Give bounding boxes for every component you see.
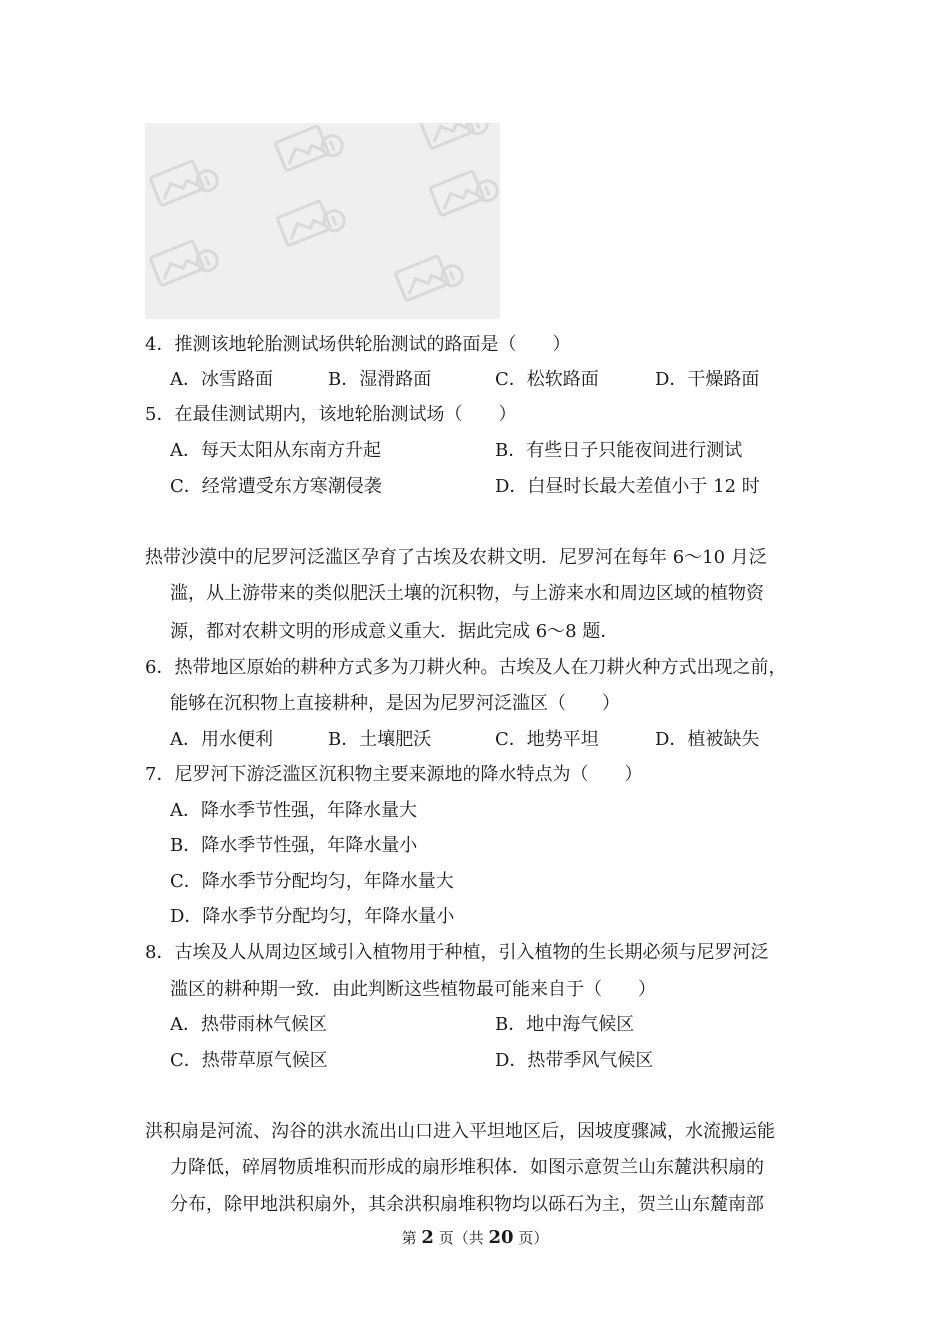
question-6-option-a: A．用水便利 bbox=[170, 729, 273, 750]
question-4-option-a: A．冰雪路面 bbox=[170, 369, 273, 390]
passage-2-line-3: 源，都对农耕文明的形成意义重大．据此完成 6～8 题． bbox=[170, 621, 619, 642]
question-8-option-c: C．热带草原气候区 bbox=[170, 1050, 328, 1071]
question-5-option-a: A．每天太阳从东南方升起 bbox=[170, 440, 381, 461]
question-5-option-b: B．有些日子只能夜间进行测试 bbox=[495, 440, 743, 461]
passage-2-line-1: 热带沙漠中的尼罗河泛滥区孕育了古埃及农耕文明．尼罗河在每年 6～10 月泛 bbox=[145, 547, 767, 568]
question-5-option-c: C．经常遭受东方寒潮侵袭 bbox=[170, 476, 382, 497]
passage-2-line-2: 滥，从上游带来的类似肥沃土壤的沉积物，与上游来水和周边区域的植物资 bbox=[170, 583, 764, 604]
question-6-stem-line-1: 6．热带地区原始的耕种方式多为刀耕火种。古埃及人在刀耕火种方式出现之前， bbox=[145, 657, 787, 678]
question-4-option-c: C．松软路面 bbox=[495, 369, 599, 390]
footer-middle: 页（共 bbox=[433, 1229, 489, 1247]
question-8-stem-line-1: 8．古埃及人从周边区域引入植物用于种植，引入植物的生长期必须与尼罗河泛 bbox=[145, 942, 769, 963]
question-4-option-d: D．干燥路面 bbox=[655, 369, 760, 390]
question-7-option-d: D．降水季节分配均匀，年降水量小 bbox=[170, 906, 455, 927]
question-6-option-c: C．地势平坦 bbox=[495, 729, 599, 750]
page-footer bbox=[0, 1228, 950, 1248]
question-7-option-b: B．降水季节性强，年降水量小 bbox=[170, 835, 418, 856]
question-8-option-a: A．热带雨林气候区 bbox=[170, 1014, 327, 1035]
footer-page-number: 2 bbox=[421, 1227, 434, 1248]
question-7-option-c: C．降水季节分配均匀，年降水量大 bbox=[170, 871, 454, 892]
footer-suffix: 页） bbox=[513, 1229, 549, 1247]
footer-total-pages: 20 bbox=[488, 1227, 514, 1248]
question-8-option-d: D．热带季风气候区 bbox=[495, 1050, 654, 1071]
question-6-option-d: D．植被缺失 bbox=[655, 729, 760, 750]
question-5-stem: 5．在最佳测试期内，该地轮胎测试场（ ） bbox=[145, 404, 517, 425]
question-8-stem-line-2: 滥区的耕种期一致．由此判断这些植物最可能来自于（ ） bbox=[170, 979, 656, 1000]
figure-placeholder bbox=[145, 123, 500, 319]
footer-prefix: 第 bbox=[401, 1229, 422, 1247]
question-6-option-b: B．土壤肥沃 bbox=[328, 729, 432, 750]
question-5-option-d: D．白昼时长最大差值小于 12 时 bbox=[495, 476, 760, 497]
question-4-option-b: B．湿滑路面 bbox=[328, 369, 432, 390]
question-7-option-a: A．降水季节性强，年降水量大 bbox=[170, 800, 417, 821]
question-7-stem: 7．尼罗河下游泛滥区沉积物主要来源地的降水特点为（ ） bbox=[145, 764, 643, 785]
question-6-stem-line-2: 能够在沉积物上直接耕种，是因为尼罗河泛滥区（ ） bbox=[170, 693, 620, 714]
image-placeholder-icon bbox=[145, 123, 500, 319]
passage-3-line-2: 力降低，碎屑物质堆积而形成的扇形堆积体．如图示意贺兰山东麓洪积扇的 bbox=[170, 1157, 764, 1178]
passage-3-line-3: 分布，除甲地洪积扇外，其余洪积扇堆积物均以砾石为主，贺兰山东麓南部 bbox=[170, 1194, 764, 1215]
question-8-option-b: B．地中海气候区 bbox=[495, 1014, 635, 1035]
question-4-stem: 4．推测该地轮胎测试场供轮胎测试的路面是（ ） bbox=[145, 334, 571, 355]
passage-3-line-1: 洪积扇是河流、沟谷的洪水流出山口进入平坦地区后，因坡度骤减，水流搬运能 bbox=[145, 1121, 775, 1142]
